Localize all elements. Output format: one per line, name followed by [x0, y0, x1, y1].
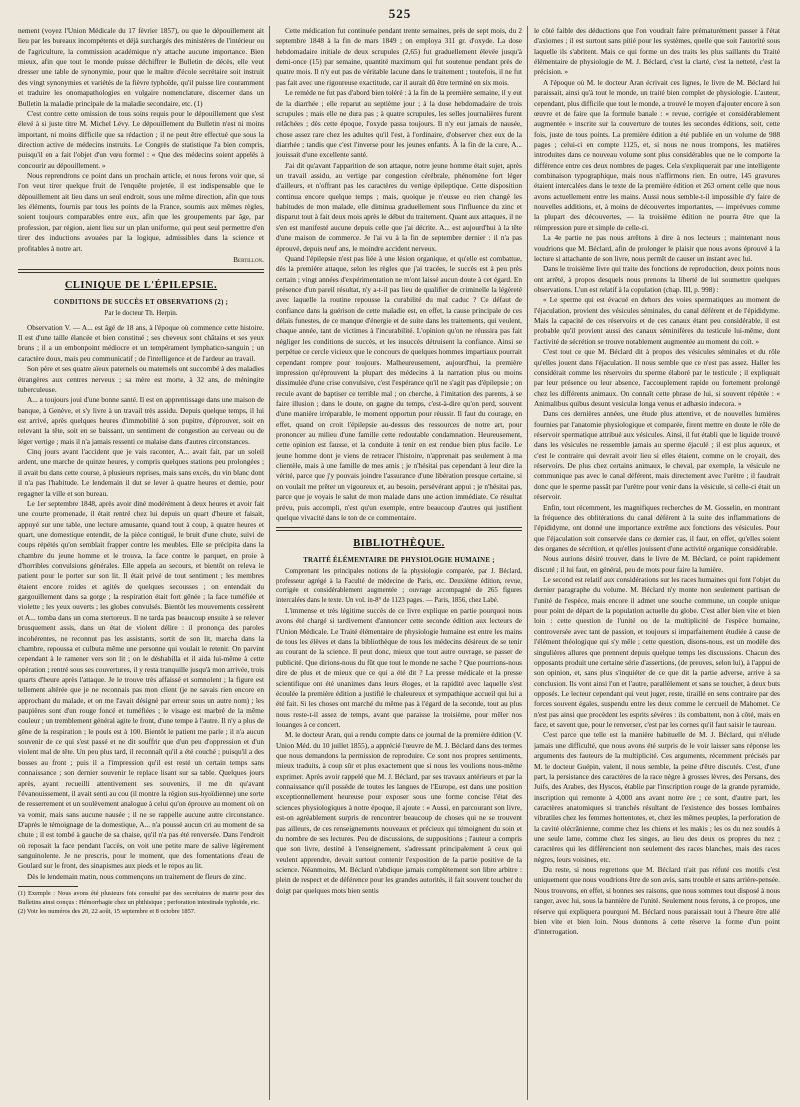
article-paragraph: C'est tout ce que M. Béclard dit à propos des vésicules séminales et du rôle qu'elles jouent dans l'éjaculation. Il nous semble que ce n'est pas assez. Haller les considérait comme les réservoirs du sperme élaboré par le testicule ; il expliquait par leur présence ou leur absence, l'accouplement rapide ou fortement prolongé chez les différents animaux. On connaît cette phrase de lui, si souvent répétée : « Animalibus quibus desunt vesiculæ longa venus et adhæsio indecora. » [534, 347, 780, 408]
observation-paragraph: Son père et ses quatre aïeux paternels ou maternels ont succombé à des maladies étrangères aux centres nerveux ; sa mère est morte, à 32 ans, de méningite tuberculeuse. [18, 364, 264, 394]
article-paragraph: C'est contre cette omission de tous soins requis pour le dépouillement que s'est élevé à si juste titre M. Michel Lévy. Le dépouillement du Bulletin n'est ni moins important, ni moins difficile que sa rédaction ; il ne peut être effectué que sous la direction active de médecins instruits. Le Congrès de statistique l'a bien compris, puisqu'il en a fait l'objet d'un vœu formel : « Que des médecins soient appelés à concourir au dépouillement. » [18, 108, 264, 170]
section-divider [276, 527, 522, 531]
article-subhead: CONDITIONS DE SUCCÈS ET OBSERVATIONS (2) ; [53, 299, 229, 307]
article-paragraph: le côté faible des déductions que l'on voudrait faire prématurément passer à l'état d'axiomes ; il est surtout sans pitié pour les systèmes, quelle que soit l'autorité sous laquelle ils s'abritent. Mais ce qui forme un des traits les plus saillants du Traité élémentaire de physiologie de M. J. Béclard, c'est la clarté, c'est la netteté, c'est la précision. » [534, 26, 780, 77]
article-paragraph: Dans le troisième livre qui traite des fonctions de reproduction, deux points nous ont arrêté, à propos desquels nous prenons la liberté de lui soumettre quelques observations. L'un est relatif à la copulation (chap. III, p. 998) : [534, 264, 780, 294]
section-title-clinique: CLINIQUE DE L'ÉPILEPSIE. [64, 280, 218, 292]
observation-paragraph: A... a toujours joui d'une bonne santé. Il est en apprentissage dans une maison de banque, à Genève, et s'y livre à un travail très assidu. Depuis quelque temps, il lui est arrivé, après quelques heures d'immobilité à son pupitre, d'éprouver, soit en relevant la tête, soit en se baissant, un sentiment de congestion au cerveau ou de léger vertige ; mais il n'a jamais ressenti ce malaise dans d'autres circonstances. [18, 395, 264, 446]
section-divider [18, 269, 264, 273]
footnote-rule [18, 886, 78, 887]
section-title-bibliotheque: BIBLIOTHÈQUE. [353, 538, 445, 550]
article-paragraph: La 4e partie ne pas nous arrêtons à dire à nos lecteurs ; maintenant nous voudrions que M. Béclard, afin de prolonger le plaisir que nous avons éprouvé à la lecture si attachante de son livre, nous permît de causer un instant avec lui. [534, 233, 780, 263]
article-paragraph: nement (voyez l'Union Médicale du 17 février 1857), ou que le dépouillement ait lieu par les bureaux incompétents et déjà surchargés des ministères de l'intérieur ou de l'agriculture, la commission académique n'y attache aucune importance. Bien mieux, afin que tout le monde puisse déchiffrer le Bulletin de décès, elle veut dresser une table de synonymie, pour que le maître d'école secrétaire soit instruit des vingt synonymies et variétés de la fièvre typhoïde, qu'il puisse lire couramment et traduire les onomapathologies en vulgaire nomenclature, discerner dans un Bulletin la maladie principale de la maladie secondaire, etc. (1) [18, 26, 264, 108]
page-number: 525 [388, 6, 412, 21]
article-paragraph: Du reste, si nous regrettons que M. Béclard n'ait pas réfuté ces motifs c'est uniquement que nous voudrions être de son avis, sans trouble et sans arrière-pensée. Nous trouvons, en effet, si bonnes ses raisons, que nous sommes tout disposé à nous ranger, avec lui, sous la bannière de l'unité. Seulement nous ferons, à ce propos, une réserve qui expliquera pourquoi M. Béclard nous paraissait tout à l'heure être allé bien vite et bien loin. Nous donnons à cette réserve la forme d'un point d'interrogation. [534, 865, 780, 937]
article-paragraph: Quand l'épilepsie n'est pas liée à une lésion organique, et qu'elle est combattue, dès la première attaque, selon les règles que j'ai tracées, le succès est à peu près certain ; vingt années d'expérimentation ne m'ont laissé aucun doute à cet égard. En présence d'un pareil résultat, n'y a-t-il pas lieu de qualifier de criminelle la légèreté avec laquelle la routine repousse la curabilité du mal caduc ? Ce défaut de confiance dans la guérison de cette maladie est, en effet, la cause principale de ces délais funestes, de ce manque d'énergie et de suite dans les traitements, qui veulent, chaque année, tant de victimes à l'incurabilité. L'opinion qu'on ne réussira pas fait négliger les conditions de succès, et les insuccès détruisent la confiance. Ainsi se perpétue ce cercle vicieux que le concours de quelques hommes impartiaux pourrait cependant rompre pour toujours. Malheureusement, aujourd'hui, la première impression qu'éprouvent la plupart des médecins à la narration plus ou moins dissimulée d'une crise convulsive, c'est l'espérance qu'il ne s'agit pas d'épilepsie ; on recule avant de baptiser ce terrible mal ; on cherche, à l'imitation des parents, à se faire illusion ; dans le doute, on gagne du temps, c'est-à-dire qu'on perd, souvent d'une manière irréparable, le moment opportun pour réussir. Il faut du courage, en effet, quand on croit l'épilepsie au-dessus des ressources de notre art, pour prononcer au milieu d'une famille cette redoutable condamnation. Heureusement, cette opinion est fausse, et la conduite à tenir en est rendue bien plus facile. Le jeune homme dont je viens de retracer l'histoire, n'apprenait pas seulement à ma clientèle, mais à une famille de mes amis ; je n'hésitai pas cependant à leur dire la vérité, parce que j'y pouvais joindre l'assurance d'une libération presque certaine, si on voulait me prêter un vigoureux et, au besoin, persévérant appui ; je n'hésitai pas, parce que je voyais le salut de mon malade dans une action immédiate. Ce résultat prévu, puis accompli, n'est qu'un exemple, entre beaucoup d'autres qui justifient quelque vivacité dans le ton de ce commentaire. [276, 253, 522, 522]
article-paragraph: Enfin, tout récemment, les magnifiques recherches de M. Gosselin, en montrant la fréquence des oblitérations du canal déférent à la suite des inflammations de l'épididyme, ont donné une importance extrême aux fonctions des vésicules. Pour que l'éjaculation soit conservée dans ce dernier cas, il faut, en effet, qu'elles soient des organes de sécrétion, et qu'elles jouissent d'une activité organique considérable. [534, 502, 780, 553]
article-paragraph: Le second est relatif aux considérations sur les races humaines qui font l'objet du dernier paragraphe du volume. M. Béclard n'y monte non seulement partisan de l'unité de l'espèce, mais encore il admet une souche commune, un couple unique pour point de départ de la population actuelle du globe. C'est aller bien vite et bien loin : cette question de l'unité ou de la multiplicité de l'espèce humaine, controversée avec tant de passion, et toujours si imparfaitement étudiée à cause de l'élément théologique qui s'y mêle ; cette question, disons-nous, est un modèle des singulières allures que prennent depuis quelque temps les discussions. Chacun des opposants produit une certaine série d'assertions, (de preuves, selon lui), à l'appui de son opinion, et, sans plus s'inquiéter de ce que dit la partie adverse, arrive à sa conclusion. Ils vont ainsi l'un et l'autre, parallèlement et sans se toucher, à deux buts opposés. Le lecteur cependant qui veut juger, reste, tiraillé en sens contraire par des forces souvent égales, suspendu entre les deux comme le cercueil de Mahomet. Ce n'est pas ainsi que procèdent les esprits sévères : ils combattent, non à côté, mais en face, et savent que, pour le renverser, c'est par les cornes qu'il faut saisir le taureau. [534, 575, 780, 730]
article-paragraph: J'ai dit qu'avant l'apparition de son attaque, notre jeune homme était sujet, après un travail assidu, au vertige par congestion cérébrale, phénomène fort léger d'ailleurs, et n'offrant pas les caractères du vertige épileptique. Cette disposition continua encore quelque temps ; mais, quoique je n'eusse eu rien changé les habitudes de mon malade, elle diminua graduellement sous l'influence du zinc et disparut tout à fait deux mois après le début du traitement. Quant aux attaques, il ne s'en est manifesté aucune depuis celle que j'ai décrite. A... est aujourd'hui à la tête d'une maison de commerce. Je l'ai vu à la fin de septembre dernier : il n'a pas éprouvé, depuis neuf ans, le moindre accident nerveux. [276, 160, 522, 253]
book-publication-info: Comprenant les principales notions de la physiologie comparée, par J. Béclard, professeur agrégé à la Faculté de médecine de Paris, etc. Deuxième édition, revue, corrigée et considérablement augmentée ; ouvrage accompagné de 265 figures intercalées dans le texte. Un vol. in-8° de 1123 pages. — Paris, 1856, chez Labé. [276, 567, 522, 605]
author-signature: Bertillon. [233, 254, 264, 264]
column-rule-left [269, 26, 270, 1100]
footnote: (2) Voir les numéros des 20, 22 août, 15 septembre et 8 octobre 1857. [18, 907, 196, 915]
observation-paragraph: Cinq jours avant l'accident que je vais raconter, A... avait fait, par un soleil ardent, une marche de quinze heures, y compris quelques stations peu prolongées ; il avait bu dans cette course, à plusieurs reprises, mais sans excès, du vin blanc dont il n'a pas l'habitude. Le lendemain il dut se lever à quatre heures et demie, pour regagner la ville et son bureau. [18, 447, 264, 498]
review-paragraph: M. le docteur Aran, qui a rendu compte dans ce journal de la première édition (V. Union Méd. du 10 juillet 1855), a apprécié l'œuvre de M. J. Béclard dans des termes que nous demandons la permission de reproduire. Ce sont nos propres sentiments, mieux traduits, à coup sûr et plus exactement que si nous les voulions nous-même exprimer. Après avoir rappelé que M. J. Béclard, par ses travaux antérieurs et par la connaissance qu'il possède de toutes les langues de l'Europe, est dans une position exceptionnellement heureuse pour exposer sous une forme concise l'état des sciences physiologiques à notre époque, il ajoute : « Aussi, en parcourant son livre, est-on agréablement surpris de rencontrer beaucoup de choses qui ne se trouvent pas ailleurs, de ces renseignements nouveaux et précieux qui témoignent du soin et du nombre de ses lectures. Peu de discussions, de suppositions ; l'auteur a compris que son livre, destiné à l'enseignement, s'adressant principalement à ceux qui veulent apprendre, devait surtout contenir l'exposition de la partie positive de la science. Néanmoins, M. Béclard n'abdique jamais complètement son libre arbitre : plein de respect et de déférence pour les grandes autorités, il fait souvent toucher du doigt par quelques mots bien sentis [276, 730, 522, 895]
column-rule-right [527, 26, 528, 1100]
quoted-paragraph: « Le sperme qui est évacué en dehors des voies spermatiques au moment de l'éjaculation, provient des vésicules séminales, du canal déférent et de l'épididyme. Mais la capacité de ces réservoirs et de ces canaux étant peu considérable, il est probable qu'il provient aussi des canaux séminifères du testicule lui-même, dont l'activité de sécrétion se trouve notablement augmentée au moment du coït. » [534, 295, 780, 346]
column-1 [18, 26, 264, 1100]
article-paragraph: Dans ces dernières années, une étude plus attentive, et de nouvelles lumières fournies par l'anatomie physiologique et comparée, firent mettre en doute le rôle de réservoir spermatique attribué aux vésicules. Ainsi, il fut établi que le liquide trouvé dans les vésicules ne ressemble jamais au sperme éjaculé ; il est plus aqueux, et c'est le contraire qui devrait avoir lieu si elles étaient, comme on le croyait, des réservoirs. De plus chez certains animaux, le cheval, par exemple, la vésicule ne communique pas avec le canal déférent, mais directement avec l'urètre ; il faudrait donc que le sperme passât par l'urètre pour venir dans la vésicule, si celle-ci était un réservoir. [534, 409, 780, 502]
column-2 [276, 26, 522, 1100]
observation-paragraph: Le 1er septembre 1848, après avoir diné modérément à deux heures et avoir fait une courte promenade, il était rentré chez lui depuis un quart d'heure et faisait, appuyé sur une table, une lecture amusante, quand tout à coup, à quatre heures et quart, une domestique entendit, de la pièce contiguë, le bruit d'une chute, suivi de coups répétés qu'on semblait frapper contre les meubles. Elle se précipita dans la chambre du jeune homme et le trouva, la face contre le parquet, en proie à d'horribles convulsions générales. Elle appela au secours, et bientôt on releva le patient pour le porter sur son lit. Il était privé de tout sentiment ; les membres étaient encore roides et agités de quelques secousses ; on entendait du gargouillement dans sa gorge ; la respiration était fort gênée ; la face tuméfiée et violette ; les yeux ouverts ; les globes convulsés. Bientôt les mouvements cessèrent et A... tomba dans un coma stertoreux. Il ne tarda pas beaucoup ensuite à se relever brusquement assis, dans un état de violent délire : il prononça des paroles incohérentes, ne reconnut pas les assistants, sortit de son lit, marcha dans la chambre, repoussa et culbuta même une personne qui voulait le retenir. On parvint cependant à le ramener vers son lit ; on le déshabilla et il aida lui-même à cette opération ; rentré sous ses couvertures, il y resta tranquille jusqu'à mon arrivée, trois quarts d'heure après l'attaque. Je le trouve très affaissé et somnolent ; la figure est tellement altérée que je ne reconnais pas mon client (je ne savais rien encore en approchant du malade, et on me l'avait désigné par erreur sous un autre nom) ; les paupières sont d'un rouge foncé et tuméfiées ; le visage est marbré de la même couleur ; un tremblement général agite le front, d'une tempe à l'autre. Il n'y a plus de gêne de la respiration ; le pouls est à 100. Bientôt le patient me parle ; il n'a aucun souvenir de ce qui s'est passé et ne dit souffrir que d'un peu d'oppression et d'un violent mal de tête. Un peu plus tard, il reconnaît qu'il a été couché ; puisqu'il a des bosses au front ; puis il a l'impression qu'il est resté un certain temps sans connaissance ; son dernier souvenir le replace lisant sur sa table. Quelques jours après, ayant recueilli attentivement ses souvenirs, il me dit qu'avant l'évanouissement, il avait senti au cou (il montre la région sus-hyoïdienne) une sorte de resserrement et un soulèvement analogue à celui qu'on éprouve au moment où on va vomir, mais sans aucune nausée ; il ne se rappelle aucune autre circonstance. D'après le témoignage de la domestique, A... n'a poussé aucun cri au moment de sa chute ; il est tombé à gauche de sa chaise, qu'il n'a pas été renversée. Dans l'endroit où reposait la face pendant l'accès, on voit une petite mare de salive légèrement sanguinolente. Je ne prescris, pour le moment, que des fomentations d'eau de Goulard sur le front, des sinapismes aux pieds et le repos au lit. [18, 498, 264, 871]
article-byline: Par le docteur Th. Herpin. [104, 308, 178, 317]
observation-paragraph: Dès le lendemain matin, nous commençons un traitement de fleurs de zinc. [27, 871, 247, 881]
review-paragraph: L'immense et très légitime succès de ce livre explique en partie pourquoi nous avons été chargé si tardivement d'annoncer cette seconde édition aux lecteurs de l'Union Médicale. Le Traité élémentaire de physiologie humaine est entre les mains de tous les élèves et dans la bibliothèque de tous les médecins désireux de se tenir au courant de la science. Il peut donc, mieux que tout autre ouvrage, se passer de publicité. Que dirions-nous du fût que tout le monde ne sache ? Que pourrions-nous dire de plus et de mieux que ce qui a été dit ? La presse médicale et la presse scientifique ont été unanimes dans leurs éloges, et la rapidité avec laquelle s'est écoulée la première édition a justifié le chaleureux et sympathique accueil qui lui a été fait. Si les choses ont marché du même pas à l'égard de la seconde, tout au plus nous reste-t-il assez de temps, avant que paraisse la troisième, pour mêler nos louanges à ce concert. [276, 605, 522, 729]
column-3 [534, 26, 780, 1100]
article-paragraph: Nous aurions désiré trouver, dans le livre de M. Béclard, ce point rapidement discuté ; il lui faut, en général, peu de mots pour faire la lumière. [534, 554, 780, 574]
article-paragraph: Cette médication fut continuée pendant trente semaines, près de sept mois, du 2 septembre 1848 à la fin de mars 1849 ; on employa 311 gr. d'oxyde. La dose hebdomadaire initiale de deux scrupules (2,65) fut graduellement élevée jusqu'à demi-once (15) par semaine, quantité maximum qui fut soutenue pendant près de quatre mois. Il n'y eut pas de véritable lacune dans le traitement ; toutefois, il ne fut pas fait avec une rigoureuse exactitude, car il aurait dû être terminé en six mois. [276, 26, 522, 87]
footnote: (1) Exemple : Nous avons été plusieurs fois consulté par des secrétaires de mairie pour des Bulletins ainsi conçus : Hémorrhagie chez un phthisique ; perforation intestinale typhoïde, etc. [18, 890, 264, 906]
article-paragraph: Nous reprendrons ce point dans un prochain article, et nous ferons voir que, si l'on veut tirer quelque fruit de l'enquête projetée, il est indispensable que le dépouillement ait lieu dans un seul endroit, sous une même direction, afin que tous les éléments, fournis par tous les points de la France, soumis aux mêmes règles, soient toujours comparables entre eux, afin que les groupements par âge, par profession, par région, aient lieu sur un plan uniforme, qui peut seul permettre d'en tirer des inductions avouées par la logique, admissibles dans la science et profitables à notre art. [18, 171, 264, 253]
article-paragraph: A l'époque où M. le docteur Aran écrivait ces lignes, le livre de M. Béclard lui paraissait, ainsi qu'à tout le monde, un traité bien complet de physiologie. L'auteur, cependant, plus difficile que tout le monde, a trouvé le moyen d'ajouter encore à son œuvre et de faire que la formule banale : « revue, corrigée et considérablement augmentée » inscrite sur la couverture de toutes les secondes éditions, soit, cette fois, juste de tous points. La première édition a été publiée en un volume de 988 pages ; celui-ci en compte 1125, et, si nous ne nous trompons, les matières introduites dans ce nouveau volume sont plus considérables que ne le comporte la différence entre ces deux nombres de pages. Cela s'expliquerait par une intelligente combinaison typographique, mais nous n'affirmons rien. En outre, 145 gravures étaient intercalées dans le texte de la première édition et 263 ornent celle que nous avons actuellement entre les mains. Aussi nous semble-t-il impossible d'y faire de nouvelles additions, et, à moins de découvertes importantes, — imprévues comme la plupart des découvertes, — la troisième édition ne pourra être que la réimpression pure et simple de celle-ci. [534, 77, 780, 232]
observation-paragraph: Observation V. — A... est âgé de 18 ans, à l'époque où commence cette histoire. Il est d'une taille élancée et bien constitué ; ses cheveux sont châtains et ses yeux bruns ; il a un embonpoint médiocre et un tempérament lymphatico-sanguin ; un caractère doux, mais peu communicatif ; de l'intelligence et de l'ardeur au travail. [18, 322, 264, 363]
article-paragraph: C'est parce que telle est la manière habituelle de M. J. Béclard, qui n'élude jamais une difficulté, que nous avons été surpris de le voir laisser sans réponse les arguments des fauteurs de la multiplicité. Ces arguments, récemment précisés par M. le docteur Guépin, valent, il nous semble, la peine d'être discutés. C'est, d'une part, la persistance des caractères de la race nègre à grosses lèvres, des Persans, des Juifs, des Arabes, des Hyscos, établie par l'inscription rouge de la grande pyramide, inscription qui remonte à 4,000 ans avant notre ère ; ce sont, d'autre part, les caractères anatomiques si tranchés résultant de l'existence des bosses lombaires vibratiles chez les femmes hottentotes, et, chez les mêmes peuples, la perforation de la cavité olécrânienne, comme chez les chiens et les makis ; les os du nez soudés à une seule lame, comme chez les singes, au lieu des deux os propres du nez ; caractères qui les différencient non seulement des races blanches, mais des races nègres, leurs voisines, etc. [534, 730, 780, 864]
article-paragraph: Le remède ne fut pas d'abord bien toléré : à la fin de la première semaine, il y eut de la diarrhée ; elle reparut au septième jour ; à la dose hebdomadaire de trois scrupules ; mais elle ne dura pas ; à quatre scrupules, les selles journalières furent relâchées ; dès cette époque, l'oxyde passa toujours. Il n'y eut jamais de nausée, chose assez rare chez les adultes qu'il l'est, à l'ordinaire, d'observer chez eux de la diarrhée ; tandis que c'est l'inverse pour les jeunes enfants. À la fin de la cure, A... jouissait d'une excellente santé. [276, 88, 522, 160]
book-title: TRAITÉ ÉLÉMENTAIRE DE PHYSIOLOGIE HUMAINE ; [303, 557, 495, 565]
